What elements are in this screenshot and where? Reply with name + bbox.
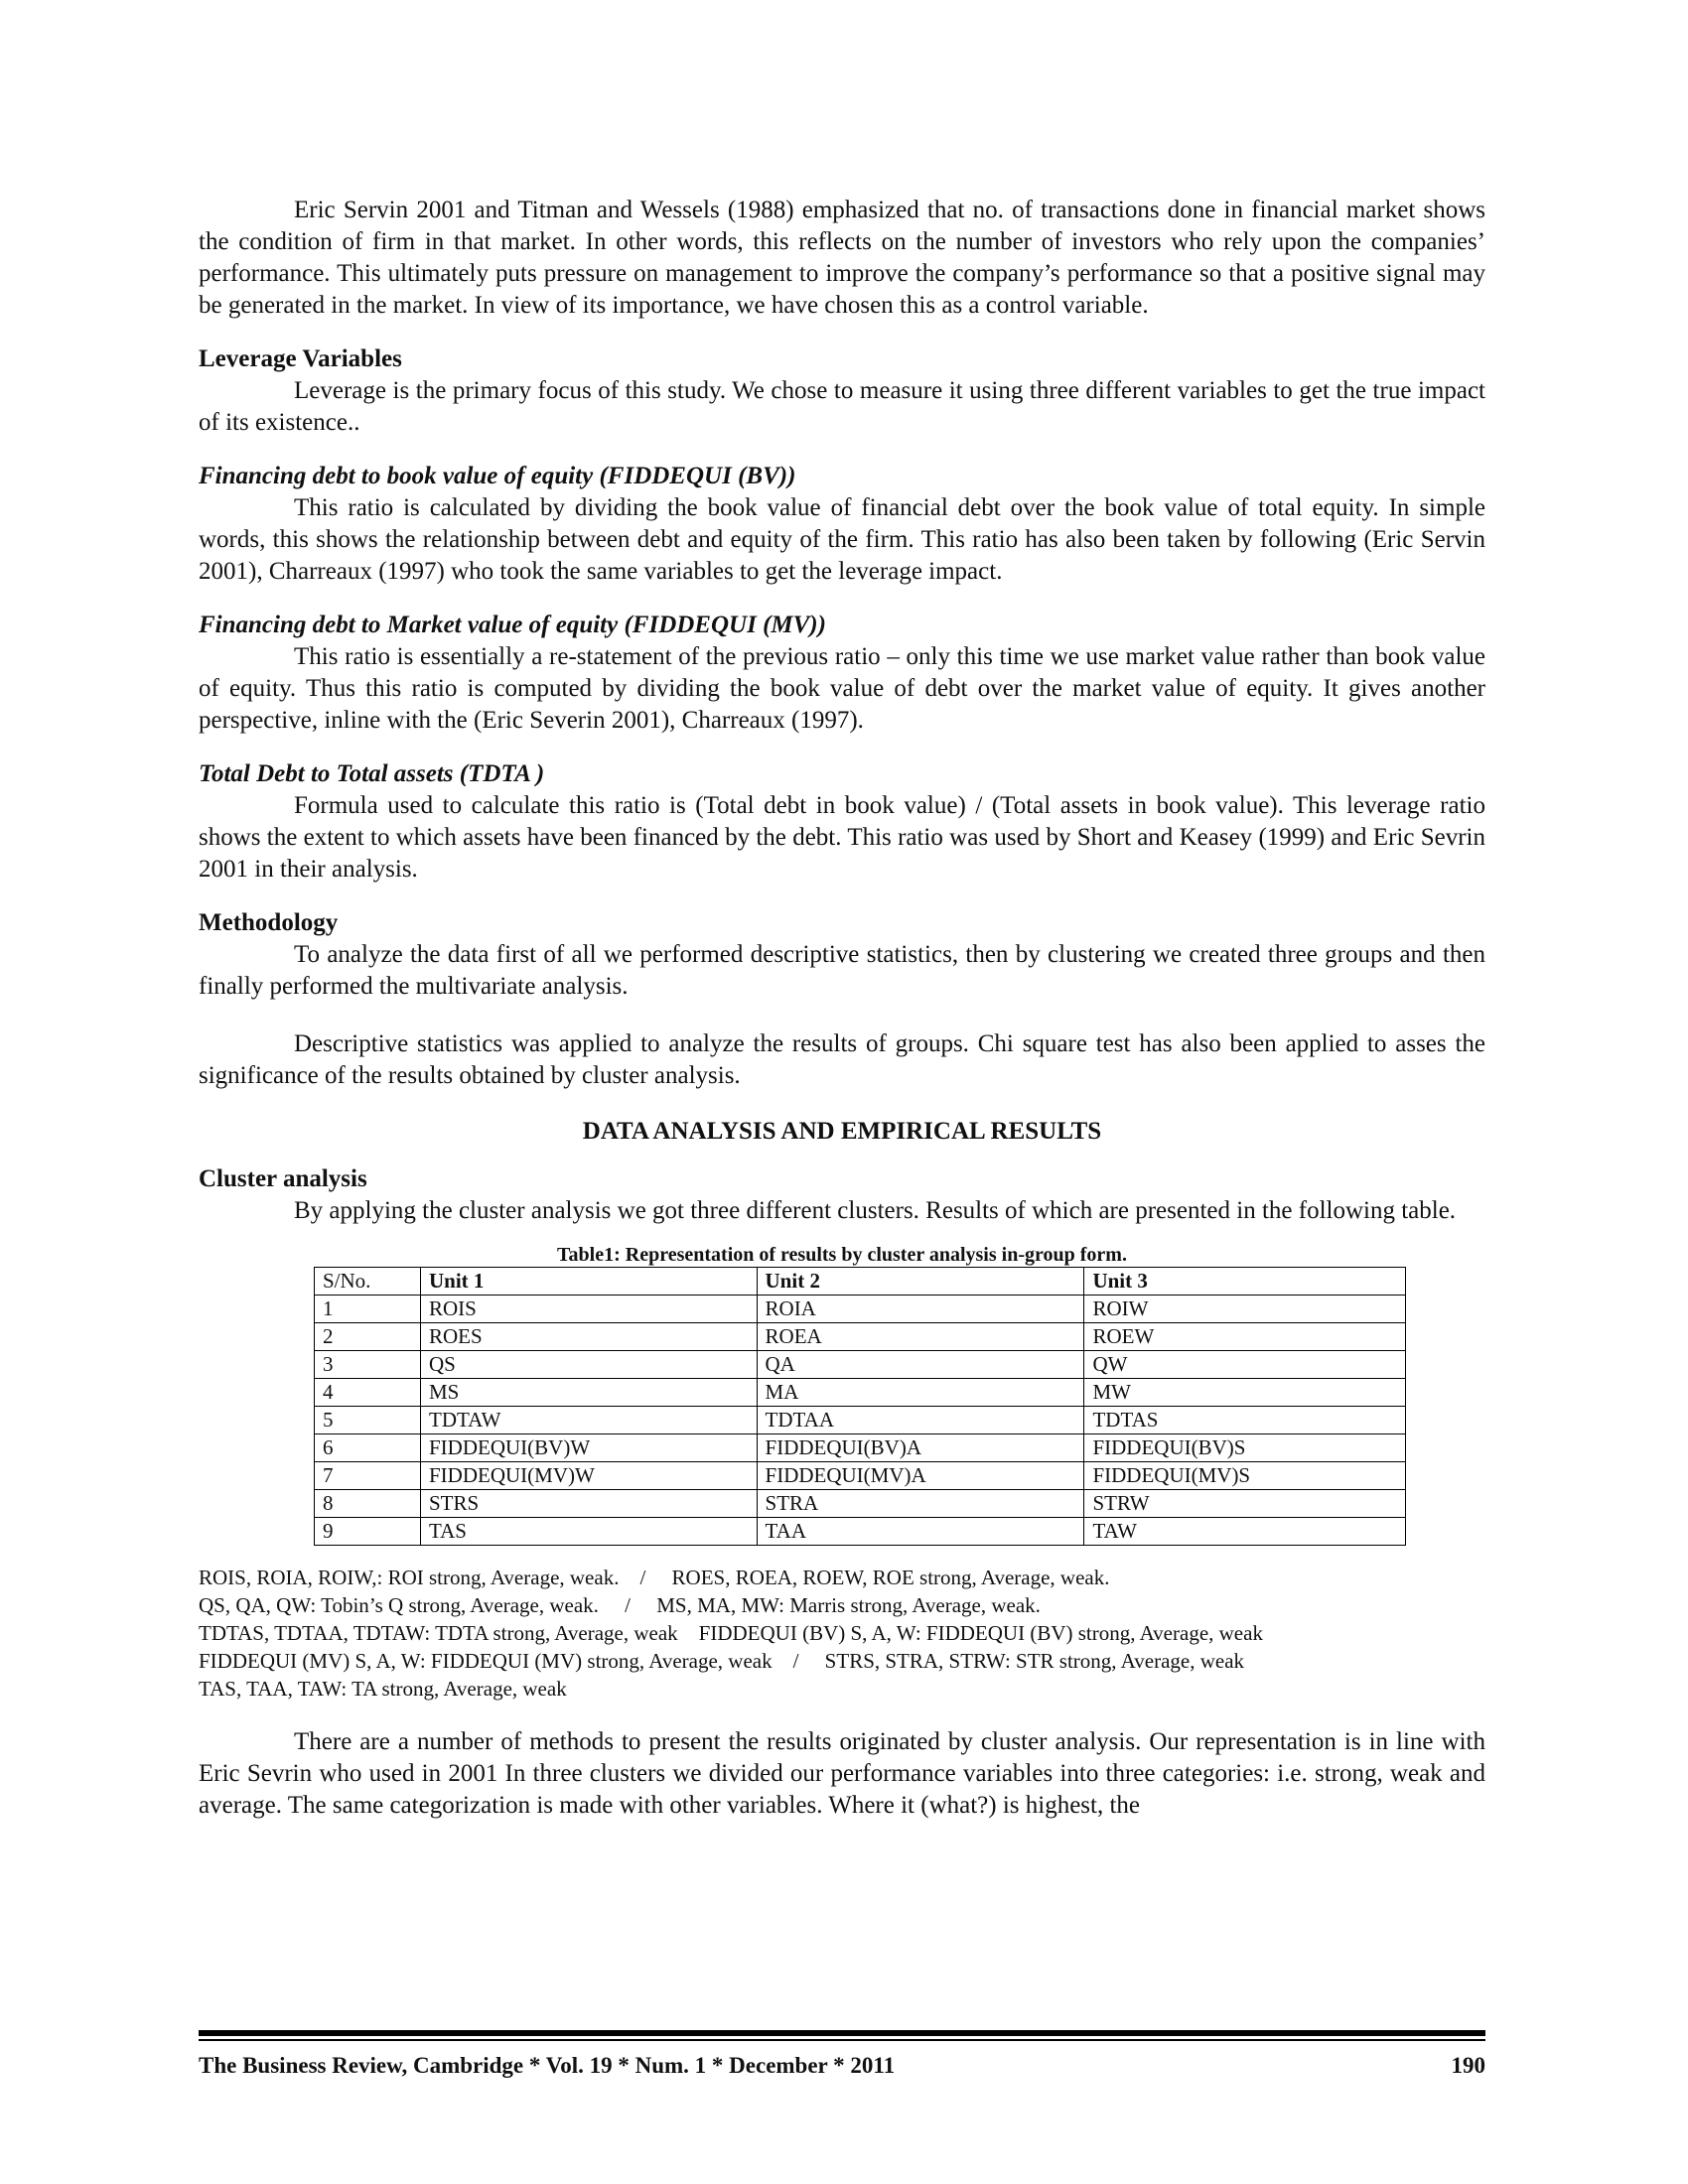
table-cell: ROIW <box>1084 1296 1406 1323</box>
heading-leverage-variables: Leverage Variables <box>199 345 402 372</box>
table-cell: MA <box>757 1379 1084 1407</box>
header-sno: S/No. <box>315 1268 421 1296</box>
table-cell: QS <box>421 1351 758 1379</box>
table-cell: TDTAW <box>421 1407 758 1434</box>
note-line: ROIS, ROIA, ROIW,: ROI strong, Average, weak. / ROES, ROEA, ROEW, ROE strong, Average, weak. <box>199 1566 1110 1589</box>
paragraph-fiddequi-mv: This ratio is essentially a re-statement of the previous ratio – only this time we use market value rather than book value of equity. Thus this ratio is computed by dividing the book value of debt over the market value of equity. It gives another perspective, inline with the (Eric Severin 2001), Charreaux (1997). <box>199 643 1485 734</box>
table-cell: FIDDEQUI(MV)W <box>421 1462 758 1490</box>
table-cell: 4 <box>315 1379 421 1407</box>
table-cell: STRS <box>421 1490 758 1518</box>
table-cell: QW <box>1084 1351 1406 1379</box>
table-cell: FIDDEQUI(MV)S <box>1084 1462 1406 1490</box>
table-cell: STRA <box>757 1490 1084 1518</box>
table-cell: 5 <box>315 1407 421 1434</box>
header-unit-3: Unit 3 <box>1084 1268 1406 1296</box>
footer-rule-thick <box>199 2030 1485 2036</box>
table-row <box>315 1518 1406 1546</box>
header-unit-1: Unit 1 <box>421 1268 758 1296</box>
table-row <box>315 1490 1406 1518</box>
paragraph-representation: There are a number of methods to present the results originated by cluster analysis. Our representation is in line with Eric Sevrin who used in 2001 In three clusters we divided our performance variables into three categories: i.e. strong, weak and average. The same categorization is made with other variables. Where it (what?) is highest, the <box>199 1728 1485 1819</box>
heading-methodology: Methodology <box>199 909 339 936</box>
table-cell: QA <box>757 1351 1084 1379</box>
paragraph-cluster-analysis: By applying the cluster analysis we got three different clusters. Results of which are presented in the following table. <box>294 1197 1457 1224</box>
note-line: QS, QA, QW: Tobin’s Q strong, Average, weak. / MS, MA, MW: Marris strong, Average, weak. <box>199 1593 1041 1617</box>
section-heading: DATA ANALYSIS AND EMPIRICAL RESULTS <box>582 1118 1102 1145</box>
table-cell: ROEA <box>757 1323 1084 1351</box>
paragraph-leverage: Leverage is the primary focus of this study. We chose to measure it using three different variables to get the true impact of its existence.. <box>199 377 1485 436</box>
table-cell: MS <box>421 1379 758 1407</box>
table-cell: 7 <box>315 1462 421 1490</box>
note-line: TAS, TAA, TAW: TA strong, Average, weak <box>199 1677 567 1701</box>
table-cell: FIDDEQUI(BV)S <box>1084 1434 1406 1462</box>
table-cell: ROES <box>421 1323 758 1351</box>
table-cell: ROIS <box>421 1296 758 1323</box>
table-cell: TAW <box>1084 1518 1406 1546</box>
table-cell: 2 <box>315 1323 421 1351</box>
heading-tdta: Total Debt to Total assets (TDTA ) <box>199 760 545 787</box>
paragraph-tdta: Formula used to calculate this ratio is (Total debt in book value) / (Total assets in book value). This leverage ratio shows the extent to which assets have been financed by the debt. This ratio was used by Short and Keasey (1999) and Eric Sevrin 2001 in their analysis. <box>199 792 1485 883</box>
table-notes <box>199 1564 1485 1703</box>
table-cell: STRW <box>1084 1490 1406 1518</box>
table-cell: TAS <box>421 1518 758 1546</box>
table-cell: ROEW <box>1084 1323 1406 1351</box>
page-number: 190 <box>1451 2053 1485 2078</box>
header-unit-2: Unit 2 <box>757 1268 1084 1296</box>
note-line: FIDDEQUI (MV) S, A, W: FIDDEQUI (MV) strong, Average, weak / STRS, STRA, STRW: STR strong, Average, weak <box>199 1649 1245 1673</box>
table-cell: 1 <box>315 1296 421 1323</box>
table-cell: MW <box>1084 1379 1406 1407</box>
table-row <box>315 1351 1406 1379</box>
paragraph-fiddequi-bv: This ratio is calculated by dividing the book value of financial debt over the book value of total equity. In simple words, this shows the relationship between debt and equity of the firm. This ratio has also been taken by following (Eric Servin 2001), Charreaux (1997) who took the same variables to get the leverage impact. <box>199 494 1485 585</box>
paragraph-descriptive-statistics: Descriptive statistics was applied to analyze the results of groups. Chi square test has also been applied to asses the significance of the results obtained by cluster analysis. <box>199 1030 1485 1089</box>
heading-fiddequi-mv: Financing debt to Market value of equity (FIDDEQUI (MV)) <box>199 612 826 638</box>
table-row <box>315 1462 1406 1490</box>
journal-citation: The Business Review, Cambridge * Vol. 19 * Num. 1 * December * 2011 <box>199 2053 896 2078</box>
table-cell: FIDDEQUI(BV)A <box>757 1434 1084 1462</box>
table-cell: ROIA <box>757 1296 1084 1323</box>
cluster-results-table <box>314 1267 1406 1546</box>
table-row <box>315 1323 1406 1351</box>
table-row <box>315 1434 1406 1462</box>
table-row <box>315 1379 1406 1407</box>
page-footer <box>199 2030 1485 2079</box>
table-row <box>315 1407 1406 1434</box>
heading-cluster-analysis: Cluster analysis <box>199 1165 367 1192</box>
table-cell: TDTAS <box>1084 1407 1406 1434</box>
table-cell: 3 <box>315 1351 421 1379</box>
table-cell: FIDDEQUI(MV)A <box>757 1462 1084 1490</box>
table-cell: 8 <box>315 1490 421 1518</box>
page-body <box>199 195 1485 1822</box>
table-cell: FIDDEQUI(BV)W <box>421 1434 758 1462</box>
paragraph-methodology: To analyze the data first of all we performed descriptive statistics, then by clustering we created three groups and then finally performed the multivariate analysis. <box>199 941 1485 1000</box>
table-cell: 9 <box>315 1518 421 1546</box>
note-line: TDTAS, TDTAA, TDTAW: TDTA strong, Average, weak FIDDEQUI (BV) S, A, W: FIDDEQUI (BV) strong, Average, weak <box>199 1621 1263 1645</box>
heading-fiddequi-bv: Financing debt to book value of equity (FIDDEQUI (BV)) <box>199 463 796 489</box>
table-cell: 6 <box>315 1434 421 1462</box>
table-row <box>315 1296 1406 1323</box>
table-cell: TAA <box>757 1518 1084 1546</box>
table-caption: Table1: Representation of results by cluster analysis in-group form. <box>557 1244 1127 1266</box>
table-cell: TDTAA <box>757 1407 1084 1434</box>
table-header-row <box>315 1268 1406 1296</box>
paragraph-control-variable: Eric Servin 2001 and Titman and Wessels (1988) emphasized that no. of transactions done in financial market shows the condition of firm in that market. In other words, this reflects on the number of investors who rely upon the companies’ performance. This ultimately puts pressure on management to improve the company’s performance so that a positive signal may be generated in the market. In view of its importance, we have chosen this as a control variable. <box>199 197 1485 319</box>
footer-rule-thin <box>199 2039 1485 2041</box>
